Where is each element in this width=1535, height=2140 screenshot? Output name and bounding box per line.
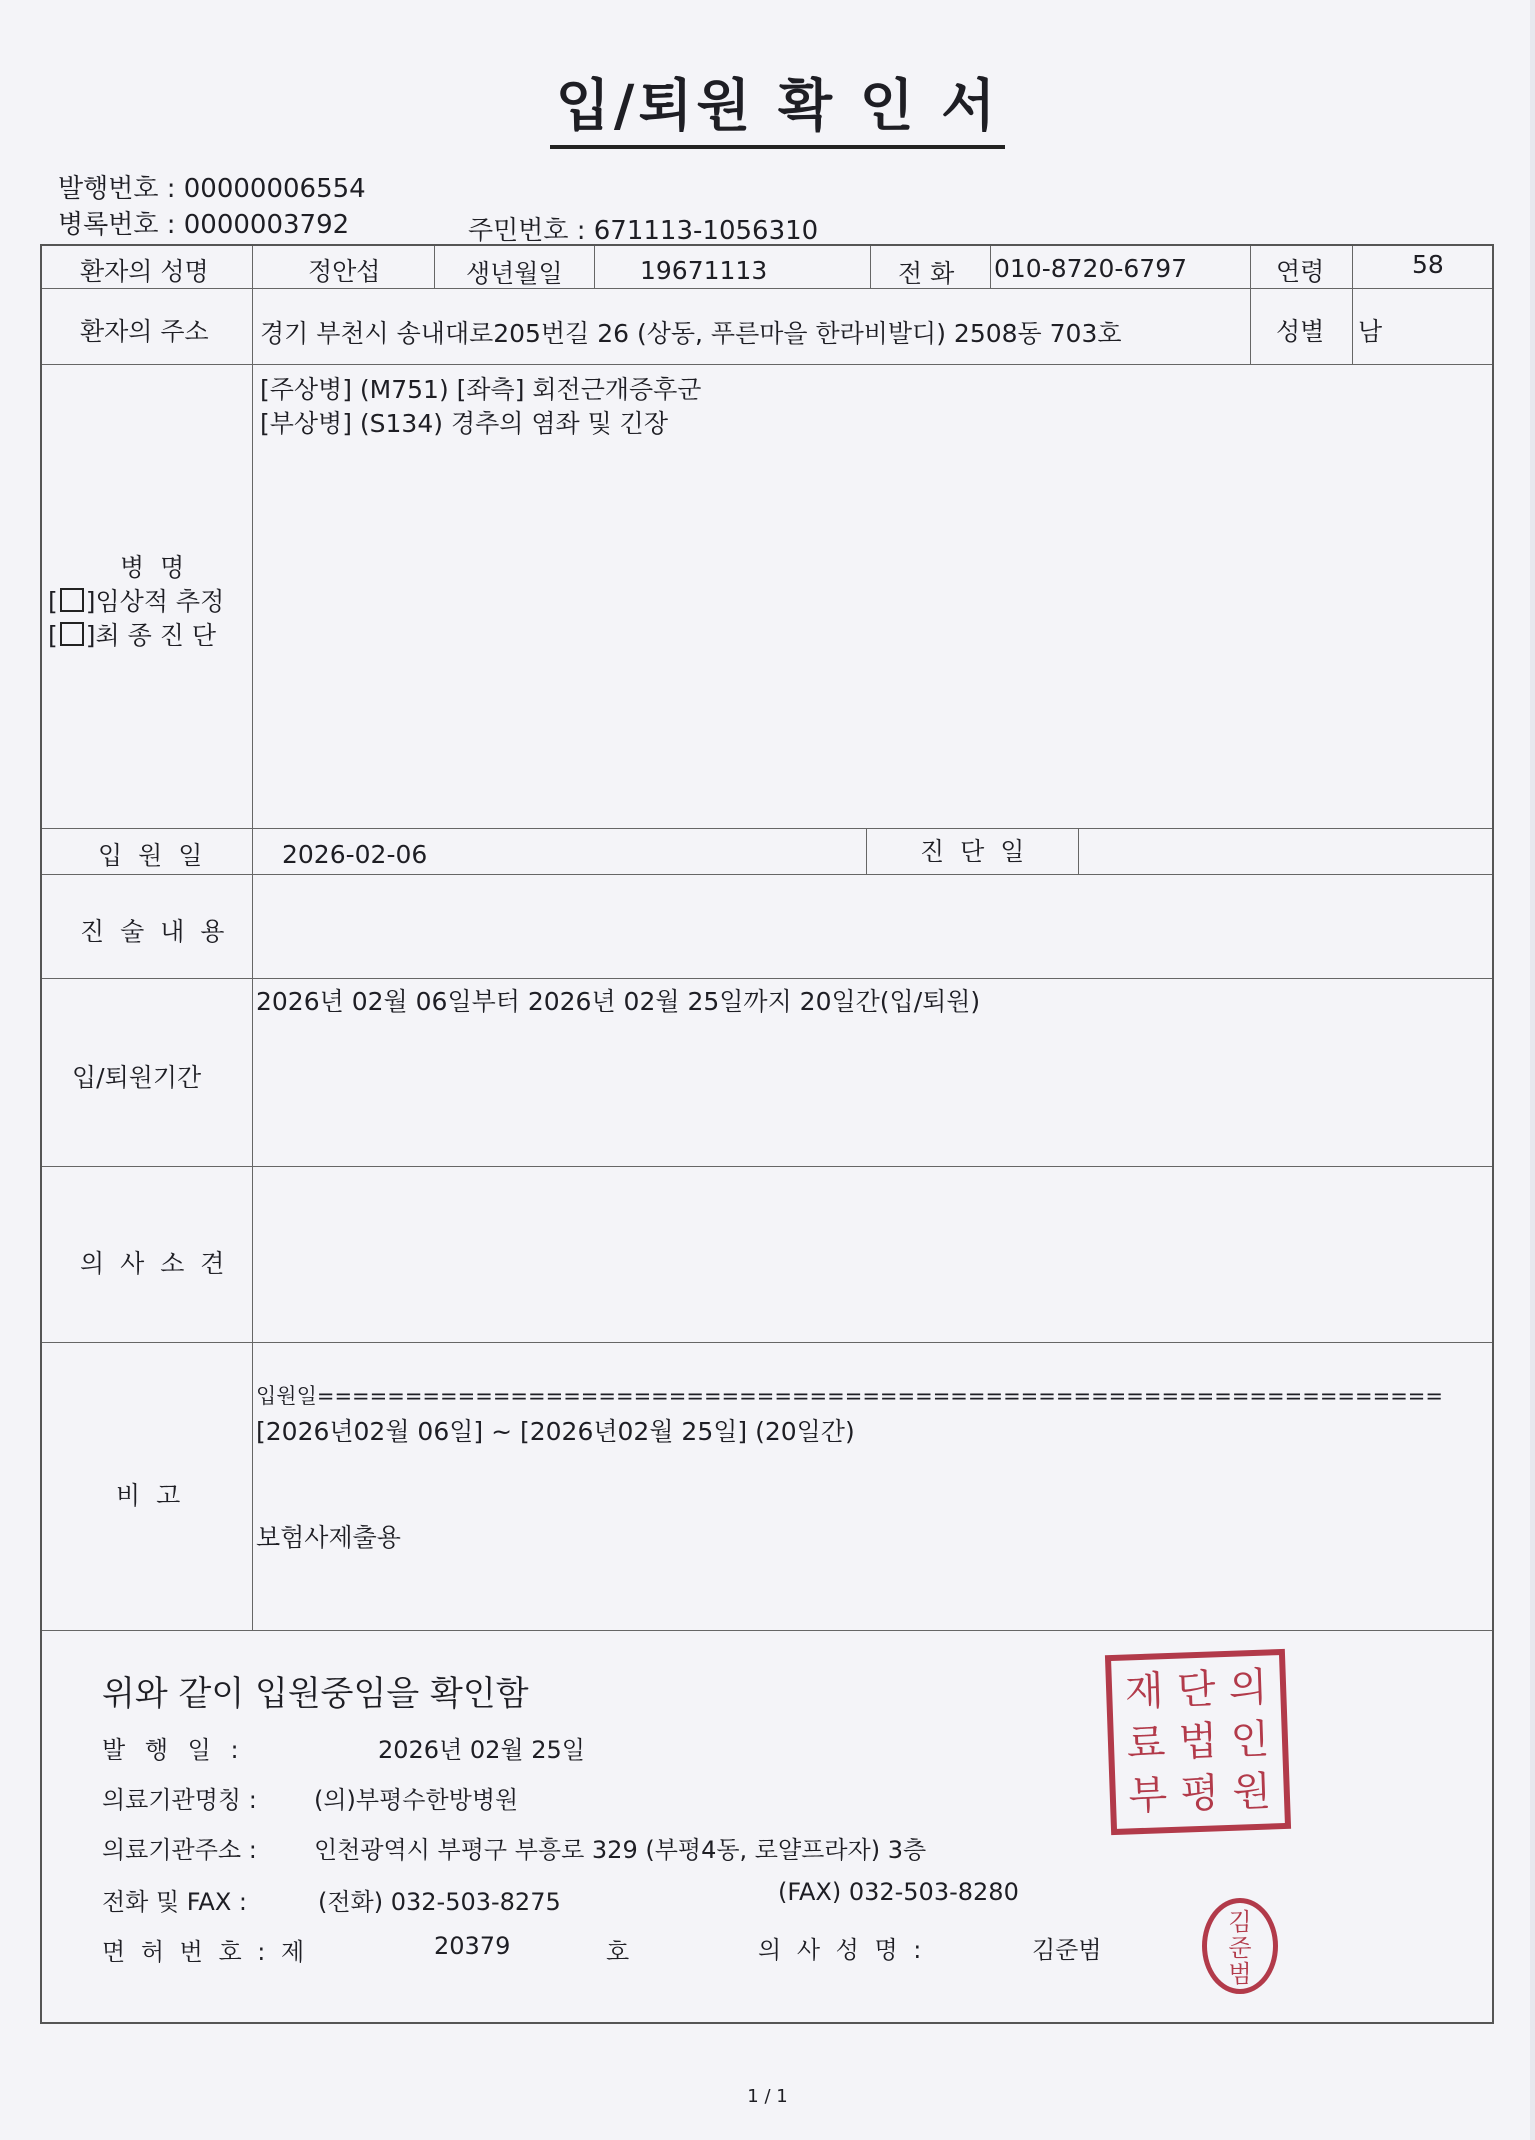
address-label: 환자의 주소 [80,317,209,346]
resident-number: 주민번호 : 671113-1056310 [468,216,819,246]
patient-sex: 남 [1358,317,1383,346]
admission-date-label: 입 원 일 [98,841,207,870]
final-checkbox [60,622,84,646]
license-number: 20379 [434,1932,511,1960]
birth-label: 생년월일 [466,259,563,288]
period-label: 입/퇴원기간 [72,1063,202,1092]
patient-address: 경기 부천시 송내대로205번길 26 (상동, 푸른마을 한라비발디) 2508동 703호 [260,319,1122,348]
issue-date-label: 발 행 일 : [102,1736,245,1764]
confirmation-statement: 위와 같이 입원중임을 확인함 [102,1674,529,1714]
phone-fax-label: 전화 및 FAX : [102,1888,247,1916]
final-diagnosis-option: [ ]최 종 진 단 [48,621,216,650]
doctor-label: 의 사 성 명 : [758,1936,926,1964]
opinion-label: 의 사 소 견 [80,1249,229,1278]
statement-label: 진 술 내 용 [80,917,229,946]
issue-date: 2026년 02월 25일 [378,1736,585,1764]
remarks-label: 비 고 [116,1481,185,1510]
patient-name: 정안섭 [308,257,381,286]
age-label: 연령 [1276,257,1325,286]
doctor-signature-stamp: 김 준 범 [1202,1898,1278,1994]
license-suffix: 호 [606,1938,630,1966]
patient-phone: 010-8720-6797 [994,254,1188,283]
remarks-line-3: 보험사제출용 [256,1523,401,1552]
patient-age: 58 [1412,250,1444,279]
issue-number: 발행번호 : 00000006554 [58,174,366,204]
diagnosis-date-label: 진 단 일 [920,837,1029,866]
institution-name: (의)부평수한방병원 [314,1786,519,1814]
sex-label: 성별 [1276,317,1325,346]
clinical-checkbox [60,588,84,612]
license-label: 면 허 번 호 : 제 [102,1938,309,1966]
secondary-diagnosis: [부상병] (S134) 경추의 염좌 및 긴장 [260,409,668,438]
record-number: 병록번호 : 0000003792 [58,210,350,240]
institution-address: 인천광역시 부평구 부흥로 329 (부평4동, 로얄프라자) 3층 [314,1836,927,1864]
admission-date: 2026-02-06 [282,840,428,869]
document-title: 입/퇴원 확 인 서 [0,62,1535,142]
birth-date: 19671113 [640,256,768,285]
institution-address-label: 의료기관주소 : [102,1836,257,1864]
hospital-seal-stamp: 재 단 의 료 법 인 부 평 원 [1105,1649,1291,1835]
institution-fax: (FAX) 032-503-8280 [778,1878,1019,1906]
institution-label: 의료기관명칭 : [102,1786,257,1814]
phone-label: 전 화 [898,259,955,288]
page-number: 1 / 1 [747,2086,788,2107]
patient-name-label: 환자의 성명 [80,257,209,286]
period-value: 2026년 02월 06일부터 2026년 02월 25일까지 20일간(입/퇴원) [256,987,981,1016]
institution-phone: (전화) 032-503-8275 [318,1888,561,1916]
doctor-name: 김준범 [1032,1936,1102,1964]
diagnosis-label: 병 명 [120,553,189,582]
remarks-line-1: 입원일================================================================ [256,1384,1443,1408]
primary-diagnosis: [주상병] (M751) [좌측] 회전근개증후군 [260,375,702,404]
clinical-estimate-option: [ ]임상적 추정 [48,587,225,616]
remarks-line-2: [2026년02월 06일] ~ [2026년02월 25일] (20일간) [256,1417,855,1446]
